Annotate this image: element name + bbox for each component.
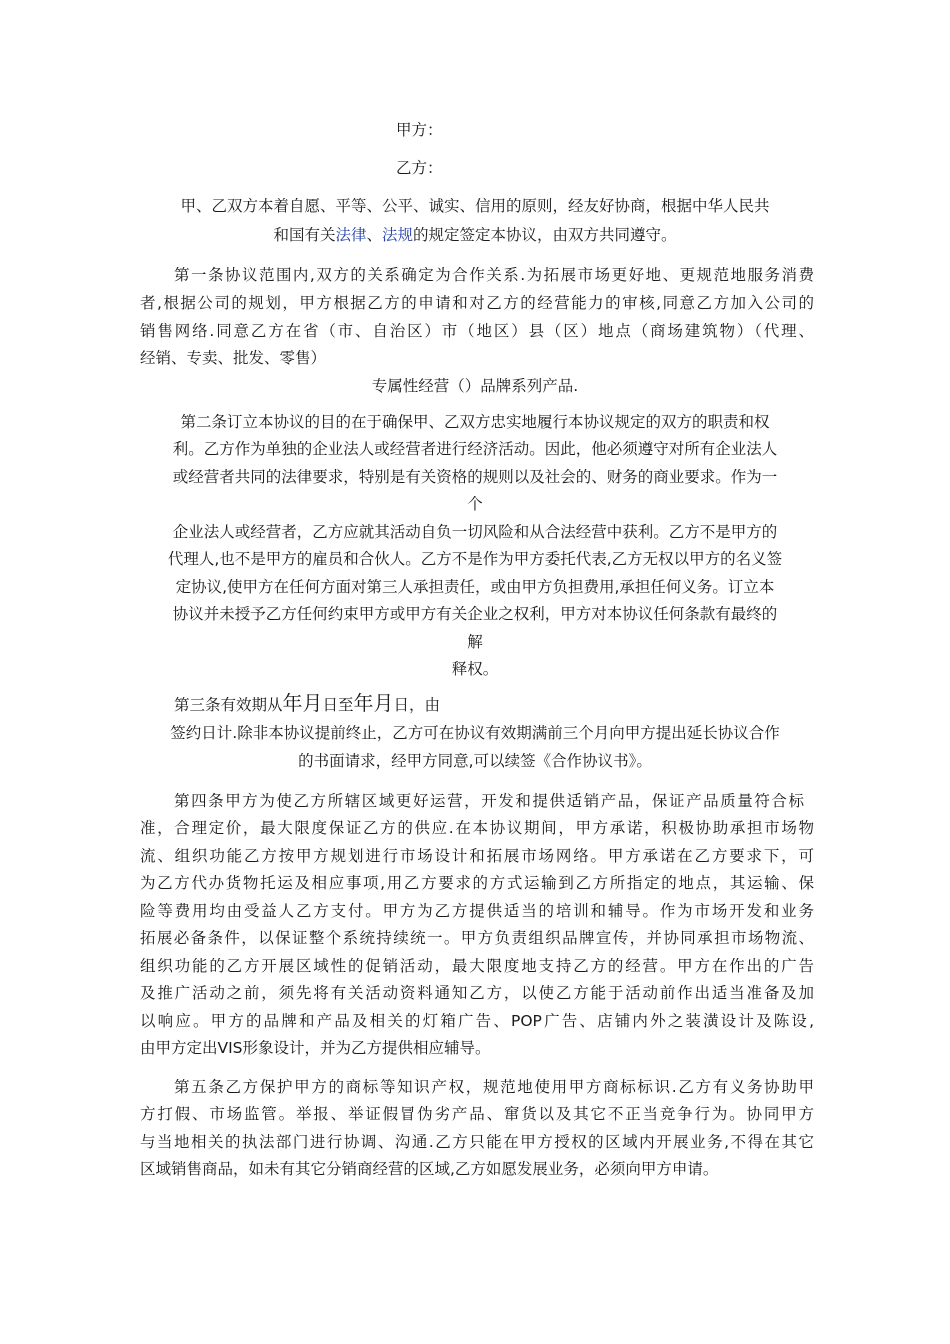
law-link[interactable]: 法律: [335, 226, 367, 244]
regulation-link[interactable]: 法规: [382, 226, 414, 244]
article-2-line-7: 定协议,使甲方在任何方面对第三人承担责任，或由甲方负担费用,承担任何义务。订立本: [175, 578, 775, 596]
preamble-line-2: [0, 225, 950, 245]
article-4-line-2: 准，合理定价，最大限度保证乙方的供应.在本协议期间，甲方承诺，积极协助承担市场物: [140, 819, 814, 837]
article-2-line-8: 协议并未授予乙方任何约束甲方或甲方有关企业之权利，甲方对本协议任何条款有最终的: [172, 605, 778, 623]
article-2-line-9: 解: [467, 633, 483, 651]
article-5-line-2: 方打假、市场监管。举报、举证假冒伪劣产品、窜货以及其它不正当竞争行为。协同甲方: [140, 1105, 814, 1123]
preamble-text-end: 的规定签定本协议，由双方共同遵守。: [413, 226, 677, 244]
article-5-line-1: 第五条乙方保护甲方的商标等知识产权，规范地使用甲方商标标识.乙方有义务协助甲: [174, 1078, 814, 1096]
article-3-year-month-1: 年月: [282, 691, 323, 715]
article-4-line-7: 组织功能的乙方开展区域性的促销活动，最大限度地支持乙方的经营。甲方在作出的广告: [140, 957, 814, 975]
article-4-line-6: 拓展必备条件，以保证整个系统持续统一。甲方负责组织品牌宣传，并协同承担市场物流、: [140, 929, 814, 947]
article-4-line-4: 为乙方代办货物托运及相应事项,用乙方要求的方式运输到乙方所指定的地点，其运输、保: [140, 874, 814, 892]
article-2-line-4: 个: [467, 495, 483, 513]
article-2-line-3: 或经营者共同的法律要求，特别是有关资格的规则以及社会的、财务的商业要求。作为一: [172, 468, 778, 486]
article-3-line-1: [174, 693, 440, 715]
article-1-line-4: 经销、专卖、批发、零售）: [140, 349, 327, 367]
article-3-text-a: 第三条有效期从: [174, 696, 283, 714]
article-5-line-4: 区域销售商品，如未有其它分销商经营的区域,乙方如愿发展业务，必须向甲方申请。: [140, 1160, 719, 1178]
article-2-line-5: 企业法人或经营者，乙方应就其活动自负一切风险和从合法经营中获利。乙方不是甲方的: [172, 523, 778, 541]
article-1-line-5: 专属性经营（）品牌系列产品.: [371, 377, 579, 395]
preamble-separator: 、: [366, 226, 382, 244]
article-3-text-c: 日，由: [393, 696, 441, 714]
article-4-line-5: 险等费用均由受益人乙方支付。甲方为乙方提供适当的培训和辅导。作为市场开发和业务: [140, 902, 814, 920]
article-3-line-2: 签约日计.除非本协议提前终止，乙方可在协议有效期满前三个月向甲方提出延长协议合作: [170, 724, 780, 742]
article-4-line-10: 由甲方定出VIS形象设计，并为乙方提供相应辅导。: [140, 1039, 491, 1057]
article-2-line-10: 释权。: [451, 660, 499, 678]
article-3-year-month-2: 年月: [353, 691, 394, 715]
article-4-line-3: 流、组织功能乙方按甲方规划进行市场设计和拓展市场网络。甲方承诺在乙方要求下，可: [140, 847, 814, 865]
article-2-line-2: 利。乙方作为单独的企业法人或经营者进行经济活动。因此，他必须遵守对所有企业法人: [172, 440, 778, 458]
article-4-line-1: 第四条甲方为使乙方所辖区域更好运营，开发和提供适销产品，保证产品质量符合标: [174, 792, 804, 810]
article-1-line-2: 者,根据公司的规划，甲方根据乙方的申请和对乙方的经营能力的审核,同意乙方加入公司的: [140, 294, 814, 312]
party-b-label: 乙方：: [396, 159, 443, 177]
article-3-line-3: 的书面请求，经甲方同意,可以续签《合作协议书》。: [298, 752, 652, 770]
article-4-line-8: 及推广活动之前，须先将有关活动资料通知乙方，以使乙方能于活动前作出适当准备及加: [140, 984, 814, 1002]
article-2-line-1: 第二条订立本协议的目的在于确保甲、乙双方忠实地履行本协议规定的双方的职责和权: [180, 413, 770, 431]
article-3-text-b: 日至: [322, 696, 354, 714]
party-a-label: 甲方：: [396, 121, 443, 139]
article-4-line-9: 以响应。甲方的品牌和产品及相关的灯箱广告、POP广告、店铺内外之装潢设计及陈设,: [140, 1012, 814, 1030]
preamble-text: 和国有关: [273, 226, 336, 244]
article-1-line-3: 销售网络.同意乙方在省（市、自治区）市（地区）县（区）地点（商场建筑物）（代理、: [140, 322, 814, 340]
article-5-line-3: 与当地相关的执法部门进行协调、沟通.乙方只能在甲方授权的区域内开展业务,不得在其它: [140, 1133, 814, 1151]
article-2-line-6: 代理人,也不是甲方的雇员和合伙人。乙方不是作为甲方委托代表,乙方无权以甲方的名义签: [167, 550, 783, 568]
article-1-line-1: 第一条协议范围内,双方的关系确定为合作关系.为拓展市场更好地、更规范地服务消费: [174, 266, 814, 284]
preamble-line-1: 甲、乙双方本着自愿、平等、公平、诚实、信用的原则，经友好协商，根据中华人民共: [180, 197, 770, 215]
